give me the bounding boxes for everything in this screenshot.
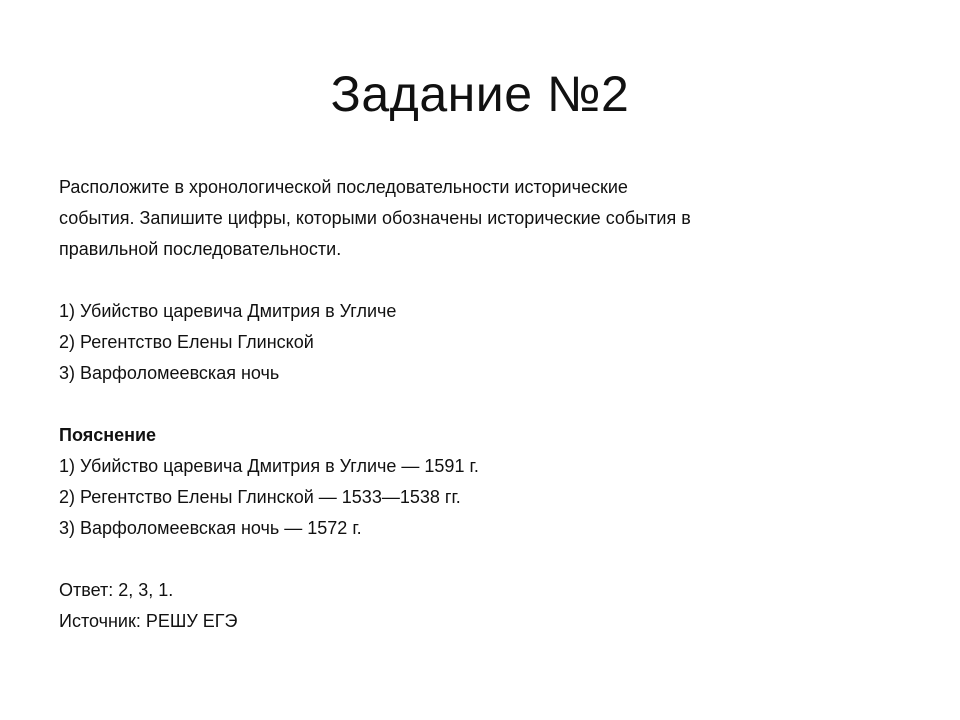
answer-text: Ответ: 2, 3, 1. xyxy=(59,580,174,600)
slide-content xyxy=(59,172,819,637)
question-text xyxy=(59,172,819,265)
spacer xyxy=(59,389,819,420)
question-line: события. Запишите цифры, которыми обозначены исторические события в xyxy=(59,208,691,228)
event-item: 3) Варфоломеевская ночь xyxy=(59,363,280,383)
event-list xyxy=(59,296,819,389)
question-line: правильной последовательности. xyxy=(59,239,342,259)
event-item: 2) Регентство Елены Глинской xyxy=(59,332,314,352)
explanation-item: 1) Убийство царевича Дмитрия в Угличе — 1591 г. xyxy=(59,456,479,476)
explanation-section xyxy=(59,420,819,544)
source-text: Источник: РЕШУ ЕГЭ xyxy=(59,611,238,631)
spacer xyxy=(59,544,819,575)
event-item: 1) Убийство царевича Дмитрия в Угличе xyxy=(59,301,397,321)
question-line: Расположите в хронологической последовательности исторические xyxy=(59,177,628,197)
slide-title: Задание №2 xyxy=(330,66,630,122)
answer-section xyxy=(59,575,819,637)
explanation-item: 2) Регентство Елены Глинской — 1533—1538 гг. xyxy=(59,487,461,507)
explanation-item: 3) Варфоломеевская ночь — 1572 г. xyxy=(59,518,362,538)
spacer xyxy=(59,265,819,296)
explanation-heading: Пояснение xyxy=(59,425,157,445)
